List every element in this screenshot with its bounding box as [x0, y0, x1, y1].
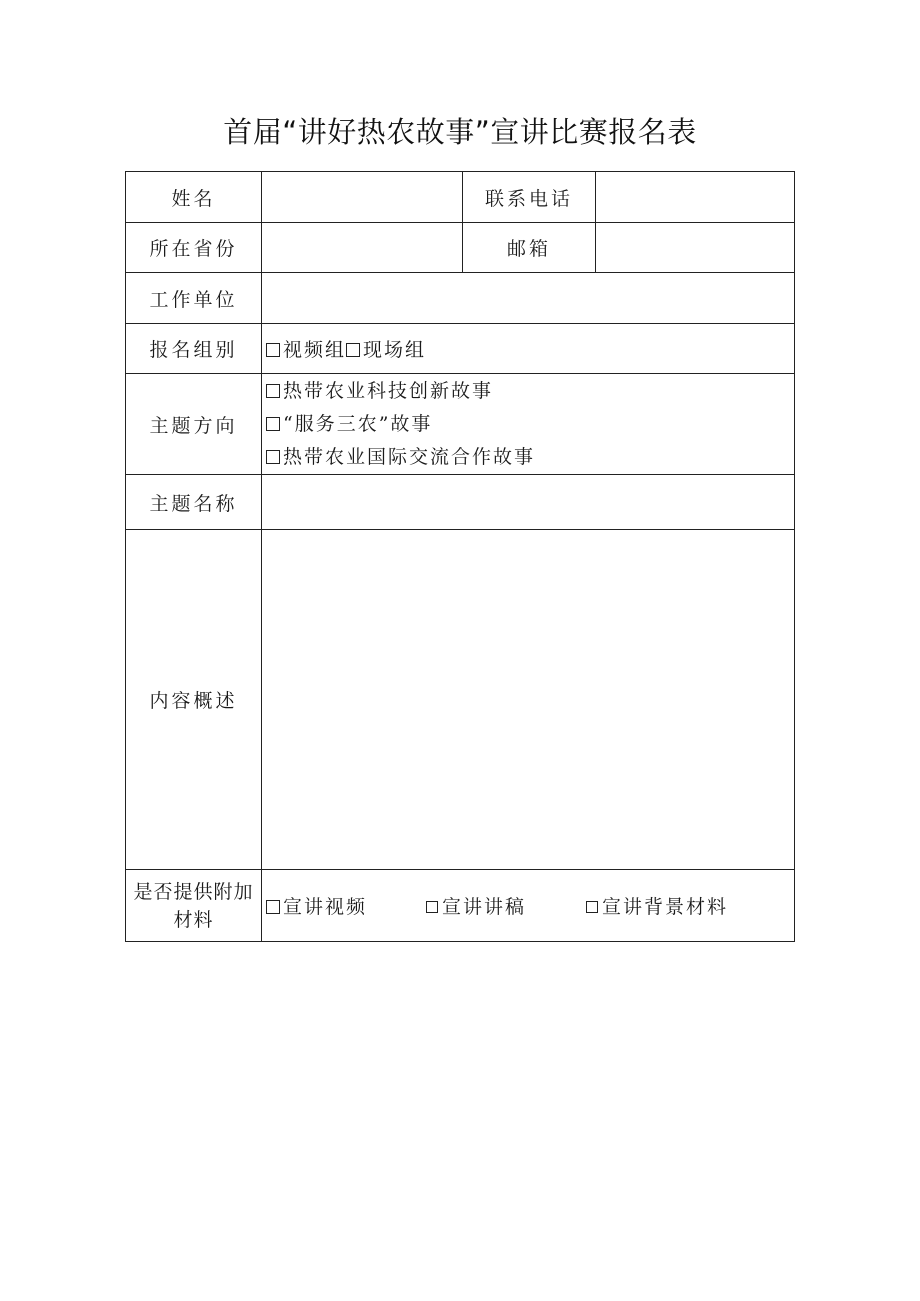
work-unit-label: 工作单位	[126, 273, 262, 324]
theme-direction-label: 主题方向	[126, 374, 262, 475]
checkbox-icon[interactable]	[266, 900, 280, 914]
registration-form-table	[125, 171, 795, 942]
email-label: 邮箱	[463, 223, 596, 273]
checkbox-icon[interactable]	[266, 450, 280, 464]
summary-field[interactable]	[262, 530, 795, 870]
group-option-live-label: 现场组	[363, 339, 427, 361]
material-option-script-label: 宣讲讲稿	[442, 896, 527, 918]
form-title: 首届“讲好热农故事”宣讲比赛报名表	[223, 115, 697, 149]
group-label: 报名组别	[126, 324, 262, 374]
group-option-live[interactable]	[346, 339, 426, 361]
checkbox-icon[interactable]	[266, 384, 280, 398]
material-option-video-label: 宣讲视频	[283, 896, 368, 918]
row-theme-direction	[126, 374, 795, 475]
theme-option-tech[interactable]	[266, 375, 794, 408]
row-theme-name	[126, 475, 795, 530]
material-option-background-label: 宣讲背景材料	[602, 896, 729, 918]
group-options	[262, 324, 795, 374]
materials-options	[262, 870, 795, 942]
row-work-unit	[126, 273, 795, 324]
material-option-video[interactable]	[266, 892, 426, 919]
row-materials	[126, 870, 795, 942]
materials-label-line2: 材料	[173, 908, 214, 931]
row-name-phone	[126, 172, 795, 223]
row-group	[126, 324, 795, 374]
theme-name-label: 主题名称	[126, 475, 262, 530]
materials-label	[126, 870, 262, 942]
theme-option-international-label: 热带农业国际交流合作故事	[283, 445, 536, 468]
group-option-video[interactable]	[266, 339, 346, 361]
summary-label: 内容概述	[126, 530, 262, 870]
theme-option-international[interactable]	[266, 441, 794, 474]
theme-option-service-label: “服务三农”故事	[283, 412, 433, 435]
material-option-background[interactable]	[586, 892, 728, 919]
work-unit-field[interactable]	[262, 273, 795, 324]
material-option-script[interactable]	[426, 892, 586, 919]
phone-label: 联系电话	[463, 172, 596, 223]
row-province-email	[126, 223, 795, 273]
email-field[interactable]	[596, 223, 795, 273]
row-summary	[126, 530, 795, 870]
materials-label-line1: 是否提供附加	[133, 880, 254, 903]
checkbox-icon[interactable]	[586, 901, 598, 913]
theme-direction-options	[262, 374, 795, 475]
province-label: 所在省份	[126, 223, 262, 273]
theme-name-field[interactable]	[262, 475, 795, 530]
theme-option-service[interactable]	[266, 408, 794, 441]
checkbox-icon[interactable]	[426, 901, 438, 913]
name-field[interactable]	[262, 172, 463, 223]
name-label: 姓名	[126, 172, 262, 223]
checkbox-icon[interactable]	[346, 343, 360, 357]
checkbox-icon[interactable]	[266, 343, 280, 357]
checkbox-icon[interactable]	[266, 417, 280, 431]
province-field[interactable]	[262, 223, 463, 273]
theme-option-tech-label: 热带农业科技创新故事	[283, 379, 494, 402]
group-option-video-label: 视频组	[283, 339, 347, 361]
phone-field[interactable]	[596, 172, 795, 223]
